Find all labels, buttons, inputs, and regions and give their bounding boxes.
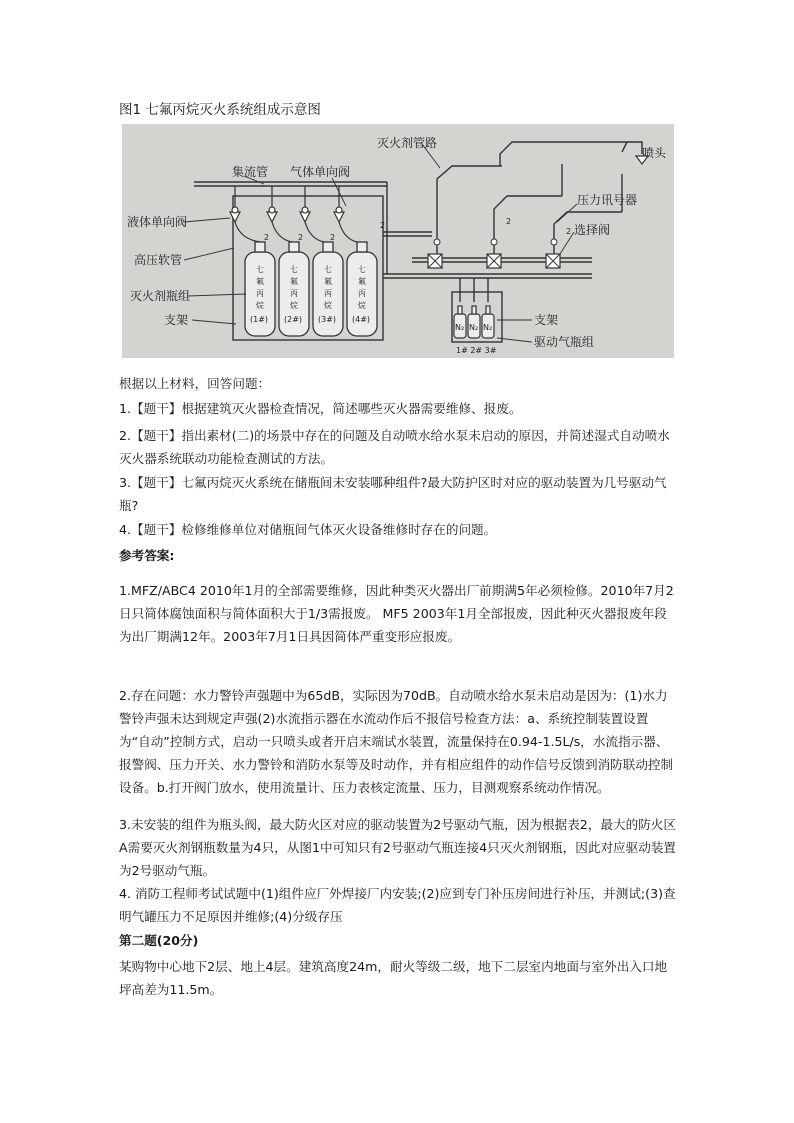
svg-text:氟: 氟 <box>290 277 298 286</box>
section-heading: 第二题(20分) <box>119 933 199 948</box>
label-gas-check-valve: 气体单向阀 <box>290 165 351 179</box>
svg-text:丙: 丙 <box>358 289 366 298</box>
label-drive-cylinders: 驱动气瓶组 <box>534 335 595 349</box>
answer-2: 2.存在问题：水力警铃声强题中为65dB，实际因为70dB。自动喷水给水泵未启动是因为：(1)水力警铃声强未达到规定声强(2)水流指示器在水流动作后不报信号检查方法：a、系统控制装置设置为“自动”控制方式，启动一只喷头或者开启末端试水装置，流量保持在0.94-1.5L/s，水流指示器、报警阀、压力开关、水力警铃和消防水泵等及时动作，并有相应组件的动作信号反馈到消防联动控制设备。b.打开阀门放水，使用流量计、压力表核定流量、压力，目测观察系统动作情况。 <box>119 688 674 795</box>
question-4: 4.【题干】检修维修单位对储瓶间气体灭火设备维修时存在的问题。 <box>119 522 497 537</box>
label-agent-pipe: 灭火剂管路 <box>377 136 438 150</box>
svg-text:丙: 丙 <box>324 289 332 298</box>
svg-text:烷: 烷 <box>290 301 298 310</box>
svg-text:七: 七 <box>256 265 264 274</box>
label-pressure-switch: 压力讯号器 <box>577 193 638 207</box>
figure-caption: 图1 七氟丙烷灭火系统组成示意图 <box>119 102 321 118</box>
svg-text:(4#): (4#) <box>352 315 371 324</box>
svg-text:烷: 烷 <box>256 301 264 310</box>
answer-1: 1.MFZ/ABC4 2010年1月的全部需要维修，因此种类灭火器出厂前期满5年必须检修。2010年7月2日只简体腐蚀面积与简体面积大于1/3需报废。 MF5 2003年1月全部报废，因此种灭火器报废年段为出厂期满12年。2003年7月1日具因简体严重变形应报废。 <box>119 583 674 644</box>
svg-text:氟: 氟 <box>256 277 264 286</box>
label-bracket-right: 支架 <box>534 313 559 327</box>
svg-text:(3#): (3#) <box>318 315 337 324</box>
section-text: 某购物中心地下2层、地上4层。建筑高度24m，耐火等级二级，地下二层室内地面与室外出入口地坪高差为11.5m。 <box>119 959 668 997</box>
drive-bottle-1: N₂ <box>455 323 465 332</box>
svg-text:七: 七 <box>324 265 332 274</box>
label-nozzle: 喷头 <box>642 146 667 160</box>
pipe-mark: 2 <box>264 233 270 242</box>
question-3: 3.【题干】七氟丙烷灭火系统在储瓶间未安装哪种组件?最大防护区时对应的驱动装置为几号驱动气瓶? <box>119 475 667 513</box>
pipe-mark: 2 <box>506 217 512 226</box>
label-manifold: 集流管 <box>232 165 269 179</box>
answer-4: 4. 消防工程师考试试题中(1)组件应厂外焊接厂内安装;(2)应到专门补压房间进行补压，并测试;(3)查明气罐压力不足原因并维修;(4)分级存压 <box>119 886 676 924</box>
svg-text:(2#): (2#) <box>284 315 303 324</box>
label-agent-cylinders: 灭火剂瓶组 <box>130 289 191 303</box>
intro-text: 根据以上材料，回答问题： <box>119 376 271 391</box>
svg-text:烷: 烷 <box>358 301 366 310</box>
drive-bottle-3: N₂ <box>483 323 493 332</box>
svg-text:(1#): (1#) <box>250 315 269 324</box>
question-1: 1.【题干】根据建筑灭火器检查情况，简述哪些灭火器需要维修、报废。 <box>119 401 522 416</box>
svg-text:烷: 烷 <box>324 301 332 310</box>
svg-text:丙: 丙 <box>290 289 298 298</box>
label-liquid-check-valve: 液体单向阀 <box>127 215 188 229</box>
pipe-mark: 2 <box>566 227 572 236</box>
label-high-pressure-hose: 高压软管 <box>134 253 183 267</box>
svg-text:七: 七 <box>358 265 366 274</box>
answer-3: 3.未安装的组件为瓶头阀，最大防火区对应的驱动装置为2号驱动气瓶，因为根据表2，最大的防火区A需要灭火剂钢瓶数量为4只，从图1中可知只有2号驱动气瓶连接4只灭火剂钢瓶，因此对应驱动装置为2号驱动气瓶。 <box>119 817 677 878</box>
drive-bottle-2: N₂ <box>469 323 479 332</box>
svg-text:七: 七 <box>290 265 298 274</box>
question-2: 2.【题干】指出素材(二)的场景中存在的问题及自动喷水给水泵未启动的原因，并简述湿式自动喷水灭火器系统联动功能检查测试的方法。 <box>119 428 670 466</box>
system-diagram <box>122 124 674 358</box>
label-selector-valve: 选择阀 <box>574 223 611 237</box>
pipe-mark: 2 <box>380 221 386 230</box>
pipe-mark: 2 <box>330 233 336 242</box>
answer-heading: 参考答案: <box>119 548 175 563</box>
svg-text:氟: 氟 <box>358 277 366 286</box>
svg-text:氟: 氟 <box>324 277 332 286</box>
pipe-mark: 2 <box>298 233 304 242</box>
label-bracket-left: 支架 <box>164 313 189 327</box>
svg-text:丙: 丙 <box>256 289 264 298</box>
drive-bottle-numbers: 1# 2# 3# <box>456 346 497 355</box>
